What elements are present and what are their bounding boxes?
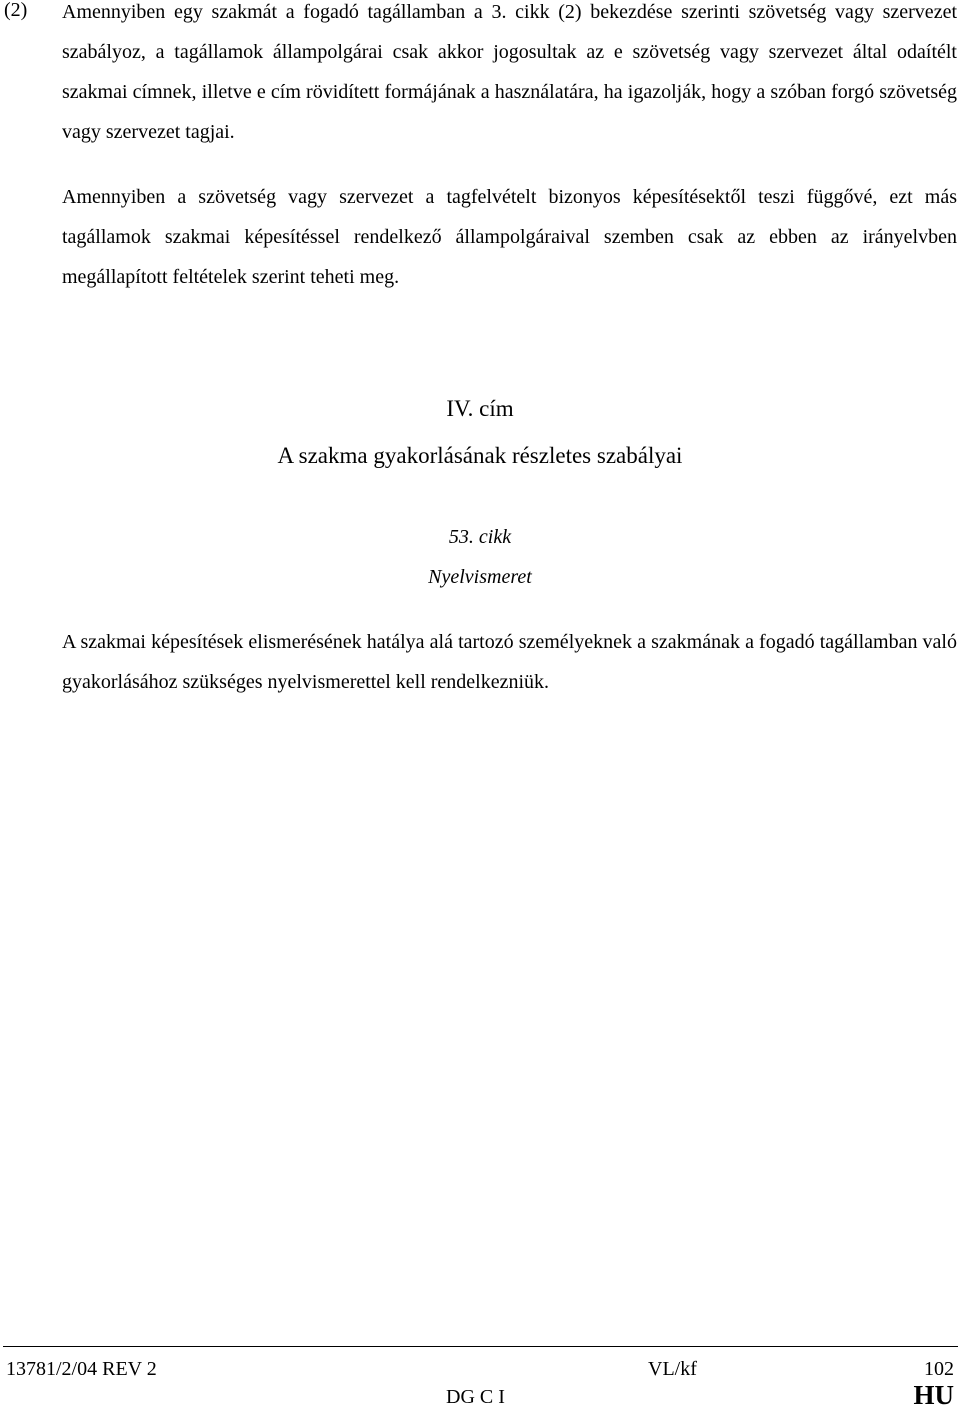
footer-divider [3,1346,958,1347]
paragraph-1-text: Amennyiben egy szakmát a fogadó tagállamban a 3. cikk (2) bekezdése szerinti szövetség vagy szervezet szabályoz, a tagállamok állampolgárai csak akkor jogosultak az e szövetség vagy szervezet által odaítélt szakmai címnek, illetve e cím rövidített formájának a használatára, ha igazolják, hogy a szóban forgó szövetség vagy szervezet tagjai. [62,1,957,143]
paragraph-2-text: Amennyiben a szövetség vagy szervezet a tagfelvételt bizonyos képesítésektől teszi függővé, ezt más tagállamok szakmai képesítéssel rendelkező állampolgáraival szemben csak az ebben az irányelvben megállapított feltételek szerint teheti meg. [62,186,957,288]
footer-language-code: HU [913,1380,954,1410]
footer-directorate: DG C I [446,1386,505,1408]
footer-initials: VL/kf [648,1358,697,1380]
footer-page-number: 102 [924,1358,954,1380]
article-name: Nyelvismeret [428,566,532,588]
footer-document-ref: 13781/2/04 REV 2 [6,1358,157,1380]
article-text: A szakmai képesítések elismerésének hatálya alá tartozó személyeknek a szakmának a fogadó tagállamban való gyakorlásához szükséges nyelvismerettel kell rendelkezniük. [62,631,957,693]
paragraph-number: (2) [4,0,28,21]
title-name: A szakma gyakorlásának részletes szabályai [277,443,683,468]
article-number: 53. cikk [448,526,512,548]
title-number: IV. cím [446,396,514,421]
